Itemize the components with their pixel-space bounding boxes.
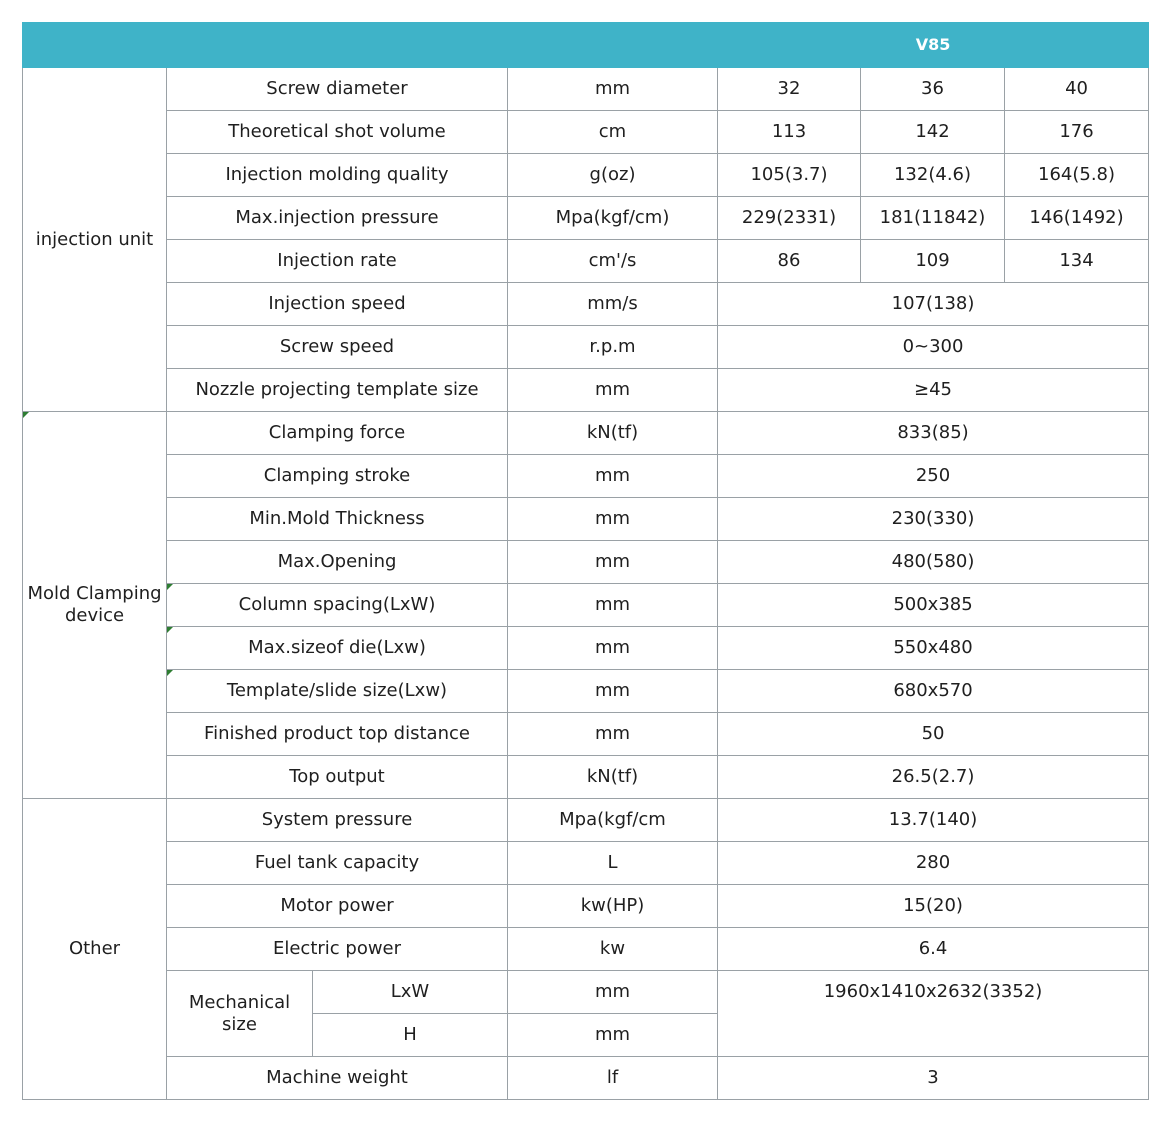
unit-cell: lf <box>508 1057 718 1100</box>
header-row <box>23 23 1149 68</box>
unit-cell: mm <box>508 498 718 541</box>
value-cell: 480(580) <box>718 541 1149 584</box>
value-cell: 142 <box>861 111 1005 154</box>
param-cell: Fuel tank capacity <box>167 842 508 885</box>
value-cell: 105(3.7) <box>718 154 861 197</box>
table-row <box>23 842 1149 885</box>
value-cell: 26.5(2.7) <box>718 756 1149 799</box>
unit-cell: mm <box>508 455 718 498</box>
param-cell: Max.Opening <box>167 541 508 584</box>
value-cell: 3 <box>718 1057 1149 1100</box>
unit-cell: Mpa(kgf/cm) <box>508 197 718 240</box>
param-cell: Min.Mold Thickness <box>167 498 508 541</box>
table-row <box>23 283 1149 326</box>
value-cell: 50 <box>718 713 1149 756</box>
value-cell: 86 <box>718 240 861 283</box>
group-label-line: Mold Clamping <box>27 583 162 604</box>
unit-cell: mm <box>508 68 718 111</box>
group-mold-clamping-device <box>23 412 167 799</box>
value-cell: 113 <box>718 111 861 154</box>
value-cell: 6.4 <box>718 928 1149 971</box>
unit-cell: kN(tf) <box>508 756 718 799</box>
value-cell: 229(2331) <box>718 197 861 240</box>
param-cell: Top output <box>167 756 508 799</box>
value-cell: 146(1492) <box>1005 197 1149 240</box>
value-cell: 680x570 <box>718 670 1149 713</box>
unit-cell: kw <box>508 928 718 971</box>
table-row <box>23 670 1149 713</box>
param-cell: Electric power <box>167 928 508 971</box>
value-cell: 15(20) <box>718 885 1149 928</box>
table-row <box>23 326 1149 369</box>
value-cell: ≥45 <box>718 369 1149 412</box>
subgroup-mechanical-size <box>167 971 313 1057</box>
value-cell: 36 <box>861 68 1005 111</box>
unit-cell: cm <box>508 111 718 154</box>
param-cell: Injection molding quality <box>167 154 508 197</box>
param-cell: Screw speed <box>167 326 508 369</box>
unit-cell: cm'/s <box>508 240 718 283</box>
value-cell: 280 <box>718 842 1149 885</box>
param-cell: Column spacing(LxW) <box>167 584 508 627</box>
unit-cell: kN(tf) <box>508 412 718 455</box>
unit-cell: g(oz) <box>508 154 718 197</box>
group-label-line: device <box>64 605 125 626</box>
unit-cell: mm <box>508 541 718 584</box>
value-cell: 32 <box>718 68 861 111</box>
table-row <box>23 111 1149 154</box>
param-cell: Finished product top distance <box>167 713 508 756</box>
subgroup-label-line: Mechanical <box>188 991 291 1013</box>
value-cell: 132(4.6) <box>861 154 1005 197</box>
value-cell: 109 <box>861 240 1005 283</box>
table-row <box>23 197 1149 240</box>
param-cell: Screw diameter <box>167 68 508 111</box>
unit-cell: mm <box>508 369 718 412</box>
table-row <box>23 713 1149 756</box>
table-row <box>23 68 1149 111</box>
param-cell: Clamping stroke <box>167 455 508 498</box>
param-cell: Max.injection pressure <box>167 197 508 240</box>
model-header: V85 <box>718 23 1149 68</box>
group-injection-unit: injection unit <box>23 68 167 412</box>
value-cell: 1960x1410x2632(3352) <box>718 971 1149 1057</box>
unit-cell: mm <box>508 584 718 627</box>
param-cell: Injection rate <box>167 240 508 283</box>
value-cell: 13.7(140) <box>718 799 1149 842</box>
param-cell: Machine weight <box>167 1057 508 1100</box>
table-row <box>23 455 1149 498</box>
value-cell: 107(138) <box>718 283 1149 326</box>
table-row <box>23 541 1149 584</box>
value-cell: 181(11842) <box>861 197 1005 240</box>
value-cell: 0~300 <box>718 326 1149 369</box>
param-cell: Theoretical shot volume <box>167 111 508 154</box>
table-row <box>23 799 1149 842</box>
unit-cell: r.p.m <box>508 326 718 369</box>
value-cell: 164(5.8) <box>1005 154 1149 197</box>
unit-cell: mm <box>508 971 718 1014</box>
group-other: Other <box>23 799 167 1100</box>
param-cell: Max.sizeof die(Lxw) <box>167 627 508 670</box>
param-cell: Injection speed <box>167 283 508 326</box>
param-cell: Clamping force <box>167 412 508 455</box>
value-cell: 134 <box>1005 240 1149 283</box>
unit-cell: Mpa(kgf/cm <box>508 799 718 842</box>
param-cell: H <box>313 1014 508 1057</box>
value-cell: 550x480 <box>718 627 1149 670</box>
param-cell: LxW <box>313 971 508 1014</box>
table-row <box>23 154 1149 197</box>
param-cell: Template/slide size(Lxw) <box>167 670 508 713</box>
table-row <box>23 756 1149 799</box>
unit-cell: mm <box>508 670 718 713</box>
table-row <box>23 412 1149 455</box>
spec-table <box>22 22 1149 1100</box>
table-row <box>23 627 1149 670</box>
value-cell: 40 <box>1005 68 1149 111</box>
param-cell: System pressure <box>167 799 508 842</box>
value-cell: 230(330) <box>718 498 1149 541</box>
param-cell: Nozzle projecting template size <box>167 369 508 412</box>
unit-cell: kw(HP) <box>508 885 718 928</box>
unit-cell: L <box>508 842 718 885</box>
table-row <box>23 971 1149 1014</box>
table-row <box>23 498 1149 541</box>
table-row <box>23 928 1149 971</box>
header-blank <box>23 23 718 68</box>
unit-cell: mm/s <box>508 283 718 326</box>
unit-cell: mm <box>508 1014 718 1057</box>
unit-cell: mm <box>508 627 718 670</box>
param-cell: Motor power <box>167 885 508 928</box>
unit-cell: mm <box>508 713 718 756</box>
table-row <box>23 240 1149 283</box>
value-cell: 176 <box>1005 111 1149 154</box>
table-row <box>23 584 1149 627</box>
value-cell: 500x385 <box>718 584 1149 627</box>
value-cell: 250 <box>718 455 1149 498</box>
table-row <box>23 885 1149 928</box>
table-row <box>23 369 1149 412</box>
table-row <box>23 1057 1149 1100</box>
subgroup-label-line: size <box>222 1013 257 1035</box>
value-cell: 833(85) <box>718 412 1149 455</box>
